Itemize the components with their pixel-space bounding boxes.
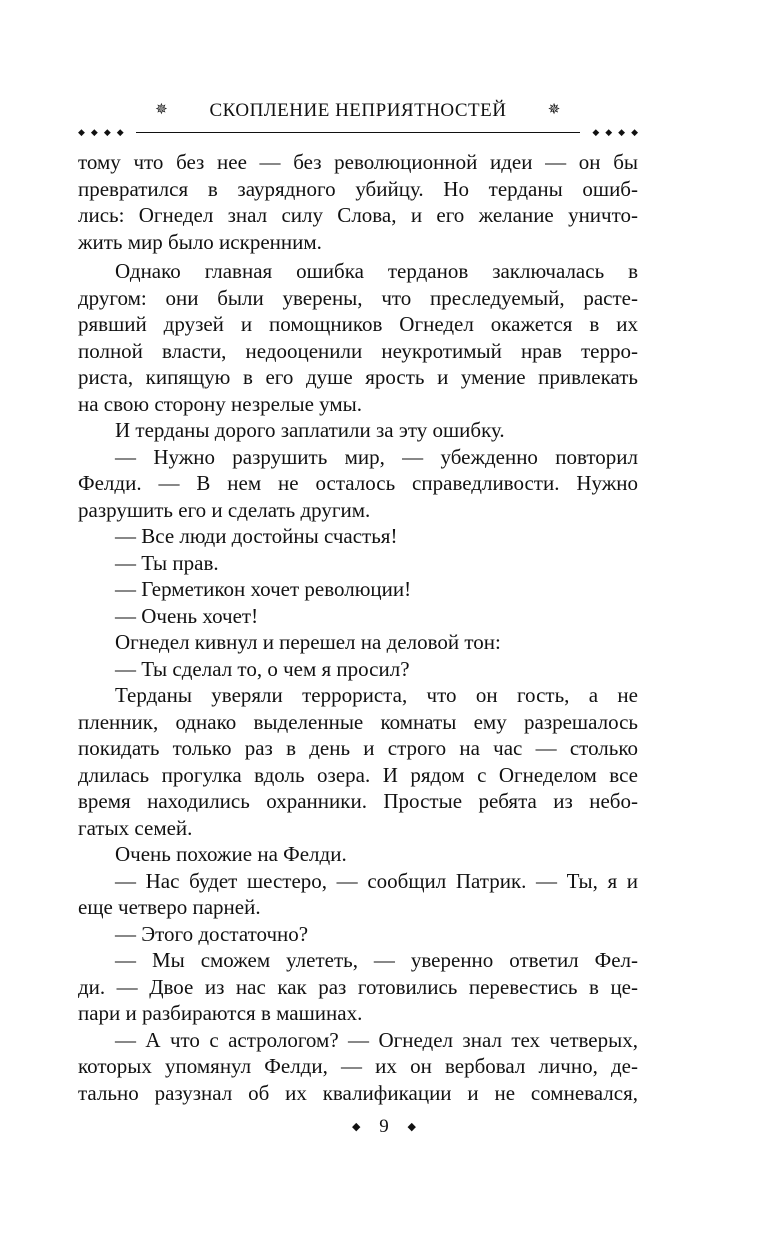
text-line: — Этого достаточно? [115, 921, 309, 946]
header-rule [78, 127, 644, 137]
text-line: покидать только раз в день и строго на час — столько [78, 736, 638, 760]
text-line: лись: Огнедел знал силу Слова, и его желание уничто- [78, 203, 638, 227]
text-line: — Ты сделал то, о чем я просил? [115, 656, 410, 681]
text-line: — Нужно разрушить мир, — убежденно повторил [115, 444, 638, 469]
text-line: — Герметикон хочет революции! [115, 577, 412, 601]
text-line: риста, кипящую в его душе ярость и умение привлекать [78, 365, 638, 389]
text-line: Однако главная ошибка терданов заключалась в [115, 259, 638, 283]
text-line: время находились охранники. Простые ребята из небо- [78, 789, 638, 813]
diamond-icon-right: ◆ [407, 1121, 416, 1133]
text-line: еще четверо парней. [78, 895, 261, 919]
text-line: гатых семей. [78, 815, 193, 840]
rule-dots-right-icon: ◆◆◆◆ [592, 127, 644, 137]
text-line: пленник, однако выделенные комнаты ему разрешалось [78, 709, 638, 734]
text-line: Фелди. — В нем не осталось справедливости. Нужно [78, 471, 638, 495]
text-line: тому что без нее — без революционной идеи — он бы [78, 150, 638, 174]
text-line: разрушить его и сделать другим. [78, 497, 371, 522]
text-line: превратился в заурядного убийцу. Но терданы ошиб- [78, 176, 638, 201]
text-line: — Очень хочет! [115, 603, 259, 628]
text-line: тально разузнал об их квалификации и не сомневался, [78, 1080, 638, 1105]
text-line: — Мы сможем улететь, — уверенно ответил Фел- [115, 948, 638, 972]
ornament-star-icon-left: ✵ [155, 102, 169, 118]
text-line: — А что с астрологом? — Огнедел знал тех четверых, [115, 1027, 638, 1052]
running-header [78, 100, 638, 126]
text-line: Очень похожие на Фелди. [115, 842, 347, 866]
text-line: на свою сторону незрелые умы. [78, 391, 363, 416]
ornament-star-icon-right: ✵ [547, 102, 561, 118]
text-line: другом: они были уверены, что преследуемый, расте- [78, 285, 638, 310]
text-line: Терданы уверяли террориста, что он гость, а не [115, 683, 638, 707]
text-line: — Ты прав. [115, 550, 219, 575]
page-number: 9 [379, 1116, 389, 1137]
running-title: СКОПЛЕНИЕ НЕПРИЯТНОСТЕЙ [209, 100, 507, 121]
text-line: длилась прогулка вдоль озера. И рядом с Огнеделом все [78, 762, 638, 787]
page-footer [0, 1116, 768, 1138]
text-line: ди. — Двое из нас как раз готовились перевестись в це- [78, 974, 638, 999]
text-line: которых упомянул Фелди, — их он вербовал лично, де- [78, 1054, 638, 1078]
rule-dots-left-icon: ◆◆◆◆ [78, 127, 130, 137]
body-text [78, 149, 638, 1106]
text-line: полной власти, недооценили неукротимый нрав терро- [78, 338, 638, 363]
text-line: — Все люди достойны счастья! [115, 524, 398, 548]
diamond-icon-left: ◆ [352, 1121, 361, 1133]
rule-line [136, 132, 580, 133]
text-line: — Нас будет шестеро, — сообщил Патрик. — Ты, я и [115, 868, 638, 893]
text-line: рявший друзей и помощников Огнедел окажется в их [78, 312, 638, 336]
text-line: пари и разбираются в машинах. [78, 1001, 363, 1025]
text-line: жить мир было искренним. [78, 229, 322, 254]
text-line: И терданы дорого заплатили за эту ошибку. [115, 418, 505, 442]
text-line: Огнедел кивнул и перешел на деловой тон: [115, 630, 501, 654]
